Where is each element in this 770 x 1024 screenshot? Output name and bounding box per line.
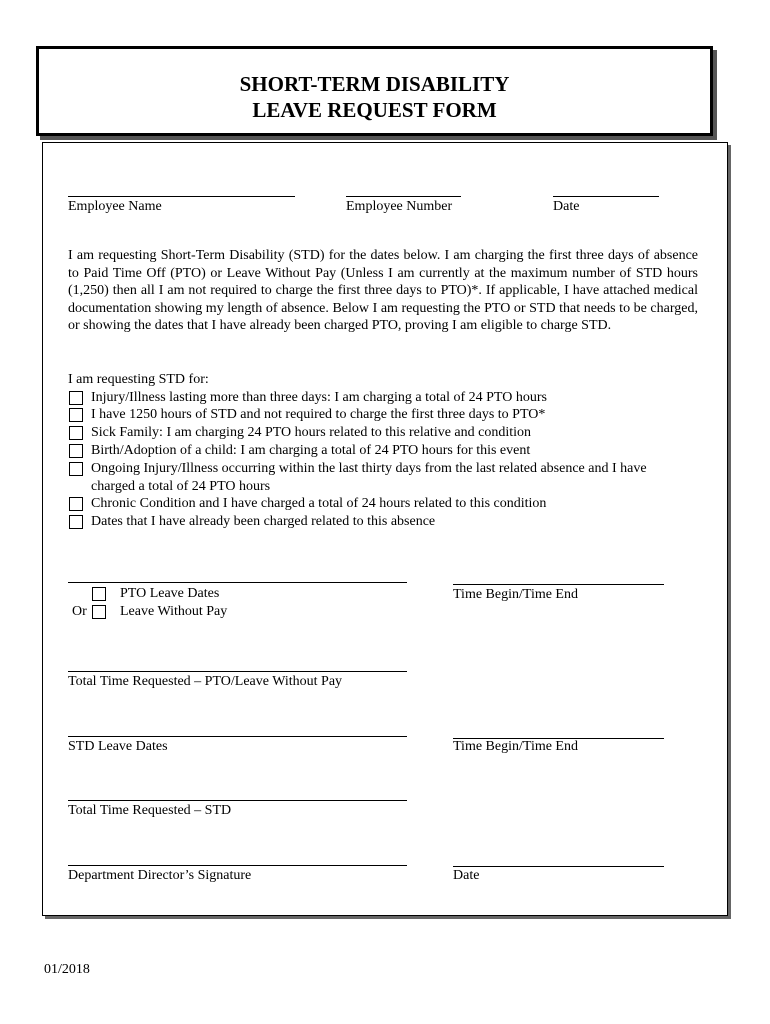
reason-label-sick-family: Sick Family: I am charging 24 PTO hours related to this relative and condition xyxy=(91,425,532,440)
date-line[interactable] xyxy=(553,196,659,197)
date-label: Date xyxy=(553,199,580,214)
intro-paragraph: I am requesting Short-Term Disability (STD) for the dates below. I am charging the first three days of absence to Paid Time Off (PTO) or Leave Without Pay (Unless I am currently at the maximum number of STD hours (1,250) then all I am not required to charge the first three days to PTO)*. If applicable, I have attached medical documentation showing my length of absence. Below I am requesting the PTO or STD that needs to be charged, or showing the dates that I have already been charged PTO, proving I am eligible to charge STD. xyxy=(68,248,698,334)
or-label: Or xyxy=(72,604,87,619)
std-dates-label: STD Leave Dates xyxy=(68,739,168,754)
director-signature-line[interactable] xyxy=(68,865,407,866)
reason-label-ongoing-injury-cont: charged a total of 24 PTO hours xyxy=(91,479,271,494)
director-signature-label: Department Director’s Signature xyxy=(68,868,252,883)
form-title-line1: SHORT-TERM DISABILITY xyxy=(239,72,510,96)
reason-label-1250-hours: I have 1250 hours of STD and not required to charge the first three days to PTO* xyxy=(91,407,546,422)
employee-name-line[interactable] xyxy=(68,196,295,197)
employee-name-label: Employee Name xyxy=(68,199,162,214)
pto-leave-checkbox[interactable] xyxy=(92,587,106,601)
pto-time-label: Time Begin/Time End xyxy=(453,587,578,602)
pto-leave-label: PTO Leave Dates xyxy=(120,586,220,601)
pto-dates-line[interactable] xyxy=(68,582,407,583)
form-title xyxy=(39,71,710,123)
reason-label-chronic: Chronic Condition and I have charged a total of 24 hours related to this condition xyxy=(91,496,547,511)
std-dates-line[interactable] xyxy=(68,736,407,737)
reason-checkbox-chronic[interactable] xyxy=(69,497,83,511)
employee-number-line[interactable] xyxy=(346,196,461,197)
reason-label-birth-adoption: Birth/Adoption of a child: I am charging a total of 24 PTO hours for this event xyxy=(91,443,531,458)
pto-time-line[interactable] xyxy=(453,584,664,585)
total-pto-label: Total Time Requested – PTO/Leave Without Pay xyxy=(68,674,343,689)
reason-checkbox-birth-adoption[interactable] xyxy=(69,444,83,458)
title-box xyxy=(36,46,713,136)
leave-without-pay-checkbox[interactable] xyxy=(92,605,106,619)
reason-checkbox-ongoing-injury[interactable] xyxy=(69,462,83,476)
total-std-label: Total Time Requested – STD xyxy=(68,803,232,818)
reason-checkbox-sick-family[interactable] xyxy=(69,426,83,440)
revision-date: 01/2018 xyxy=(44,962,90,977)
employee-number-label: Employee Number xyxy=(346,199,453,214)
reason-label-already-charged: Dates that I have already been charged related to this absence xyxy=(91,514,436,529)
reason-label-ongoing-injury: Ongoing Injury/Illness occurring within the last thirty days from the last related absence and I have xyxy=(91,461,647,476)
reason-checkbox-1250-hours[interactable] xyxy=(69,408,83,422)
reason-label-injury: Injury/Illness lasting more than three days: I am charging a total of 24 PTO hours xyxy=(91,390,547,405)
signature-date-line[interactable] xyxy=(453,866,664,867)
reason-checkbox-already-charged[interactable] xyxy=(69,515,83,529)
leave-without-pay-label: Leave Without Pay xyxy=(120,604,228,619)
reason-checkbox-injury[interactable] xyxy=(69,391,83,405)
total-std-line[interactable] xyxy=(68,800,407,801)
signature-date-label: Date xyxy=(453,868,480,883)
total-pto-line[interactable] xyxy=(68,671,407,672)
reasons-heading: I am requesting STD for: xyxy=(68,372,209,387)
form-title-line2: LEAVE REQUEST FORM xyxy=(252,98,497,122)
std-time-label: Time Begin/Time End xyxy=(453,739,578,754)
